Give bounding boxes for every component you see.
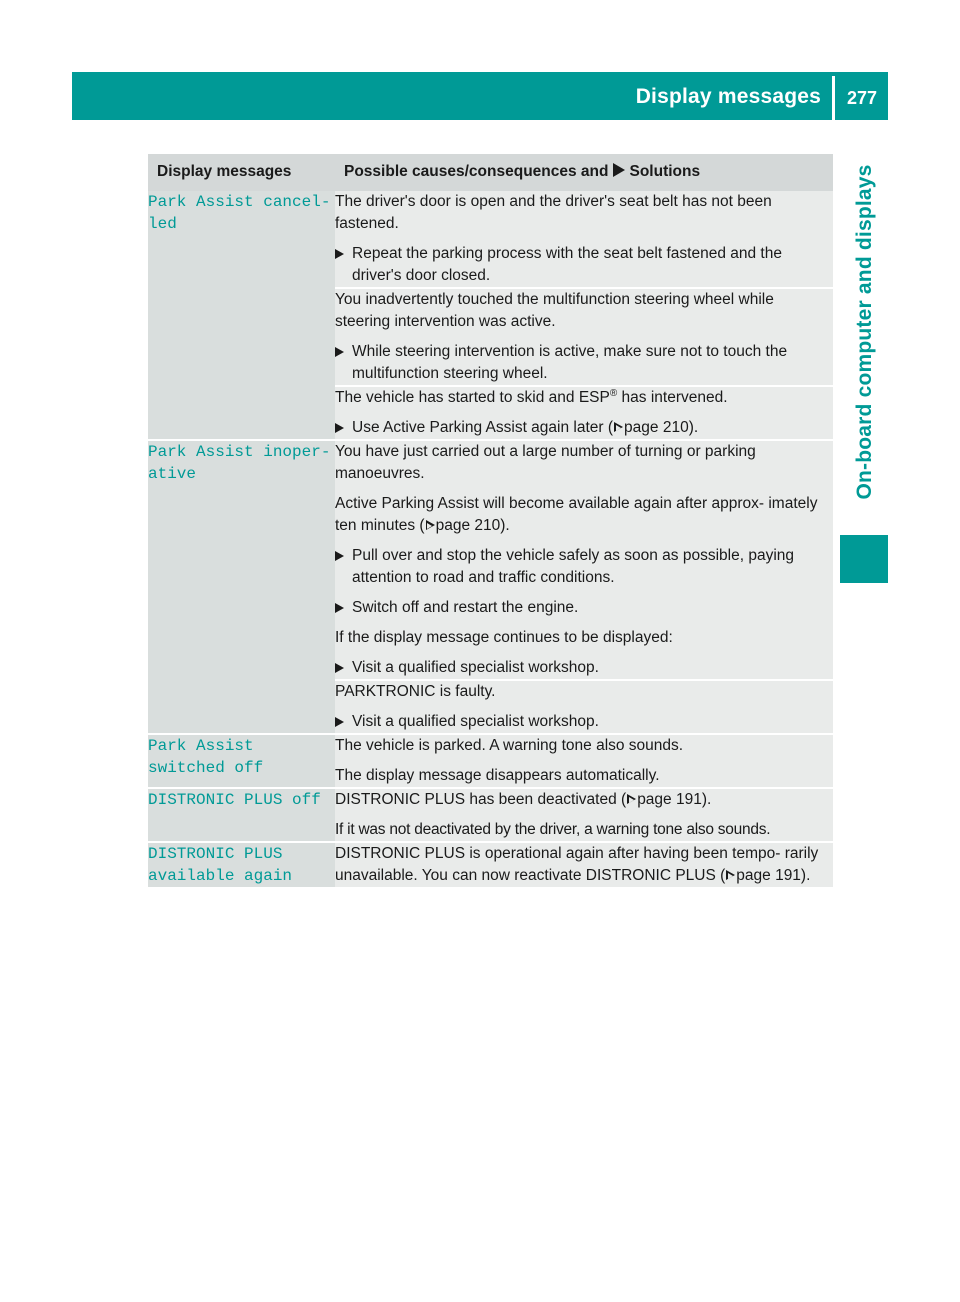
solution-step [335, 657, 833, 679]
page-reference-link[interactable]: page 191). [637, 791, 712, 808]
cause-text [335, 387, 833, 409]
table-row [148, 191, 833, 288]
solution-cell [335, 680, 833, 734]
message-cell [148, 788, 335, 842]
page-header-bar [72, 72, 888, 120]
table-row [148, 734, 833, 788]
action-arrow-icon [335, 347, 344, 357]
solution-step [335, 243, 833, 287]
cause-text: The display message disappears automatically. [335, 767, 660, 784]
solution-step [335, 417, 833, 439]
cause-text: The vehicle is parked. A warning tone also sounds. [335, 737, 684, 754]
message-cell [148, 440, 335, 734]
solution-step-text: While steering intervention is active, make sure not to touch the multifunction steering wheel. [352, 343, 788, 382]
message-cell [148, 734, 335, 788]
table-header-row [148, 154, 833, 191]
cause-text [335, 493, 833, 537]
solution-step-text: Use Active Parking Assist again later ( [352, 419, 614, 436]
solution-step [335, 545, 833, 589]
solution-step [335, 711, 833, 733]
cause-text: If the display message continues to be displayed: [335, 629, 673, 646]
page-reference-icon [626, 794, 637, 805]
display-messages-table [148, 154, 833, 887]
cause-text-part: DISTRONIC PLUS is operational again after having been tempo- rarily unavailable. You can now reactivate DISTRONIC PLUS ( [335, 845, 819, 884]
table-row [148, 440, 833, 680]
action-arrow-icon [335, 603, 344, 613]
action-arrow-icon [335, 249, 344, 259]
col-header-messages: Display messages [148, 154, 335, 191]
solution-cell [335, 386, 833, 440]
cause-text-part: The vehicle has started to skid and ESP [335, 389, 610, 406]
cause-text: PARKTRONIC is faulty. [335, 683, 496, 700]
display-message-text: Park Assist inoper‐ ative [148, 443, 331, 483]
solution-cell [335, 788, 833, 842]
cause-text: The driver's door is open and the driver's seat belt has not been fastened. [335, 193, 772, 232]
display-message-text: Park Assist cancel‐ led [148, 193, 331, 233]
cause-text: You inadvertently touched the multifunction steering wheel while steering intervention was active. [335, 291, 774, 330]
solution-step-text: Pull over and stop the vehicle safely as soon as possible, paying attention to road and traffic conditions. [352, 547, 795, 586]
message-cell [148, 842, 335, 887]
page-reference-link[interactable]: page 191). [736, 867, 811, 884]
table-row [148, 842, 833, 887]
display-message-text: DISTRONIC PLUS available again [148, 845, 293, 885]
table-row [148, 788, 833, 842]
cause-text-part: DISTRONIC PLUS has been deactivated ( [335, 791, 627, 808]
page-reference-link[interactable]: page 210). [435, 517, 510, 534]
page-reference-icon [613, 422, 624, 433]
solution-step-text: Visit a qualified specialist workshop. [352, 713, 599, 730]
display-message-text: Park Assist switched off [148, 737, 264, 777]
cause-text: If it was not deactivated by the driver, a warning tone also sounds. [335, 821, 771, 838]
solution-cell [335, 191, 833, 288]
side-chapter-marker [840, 535, 888, 583]
side-chapter-label: On-board computer and displays [853, 164, 876, 500]
action-arrow-icon [335, 663, 344, 673]
message-cell [148, 191, 335, 440]
solution-cell [335, 734, 833, 788]
solution-step [335, 341, 833, 385]
col-header-causes-solutions [335, 154, 833, 191]
cause-text: You have just carried out a large number of turning or parking manoeuvres. [335, 443, 756, 482]
solution-cell [335, 842, 833, 887]
cause-text-part: Active Parking Assist will become available again after approx- imately ten minutes ( [335, 495, 818, 534]
registered-mark: ® [609, 387, 618, 399]
display-message-text: DISTRONIC PLUS off [148, 791, 321, 809]
cause-text [335, 843, 833, 887]
page-number: 277 [846, 88, 878, 108]
col-header-solutions: Solutions [629, 163, 701, 180]
page-reference-icon [425, 520, 436, 531]
page-reference-link[interactable]: page 210). [624, 419, 699, 436]
action-arrow-icon [335, 551, 344, 561]
solution-step-text: Repeat the parking process with the seat belt fastened and the driver's door closed. [352, 245, 782, 284]
action-arrow-icon [335, 423, 344, 433]
page-header-title: Display messages [635, 85, 821, 108]
solution-step [335, 597, 833, 619]
header-divider [832, 76, 835, 120]
solution-step-text: Visit a qualified specialist workshop. [352, 659, 599, 676]
col-header-causes: Possible causes/consequences and [344, 163, 609, 180]
cause-text-part: has intervened. [617, 389, 728, 406]
solution-cell [335, 288, 833, 386]
action-arrow-icon [613, 163, 625, 177]
cause-text [335, 789, 833, 811]
action-arrow-icon [335, 717, 344, 727]
solution-step-text: Switch off and restart the engine. [352, 599, 579, 616]
solution-cell [335, 440, 833, 680]
page-reference-icon [725, 870, 736, 881]
